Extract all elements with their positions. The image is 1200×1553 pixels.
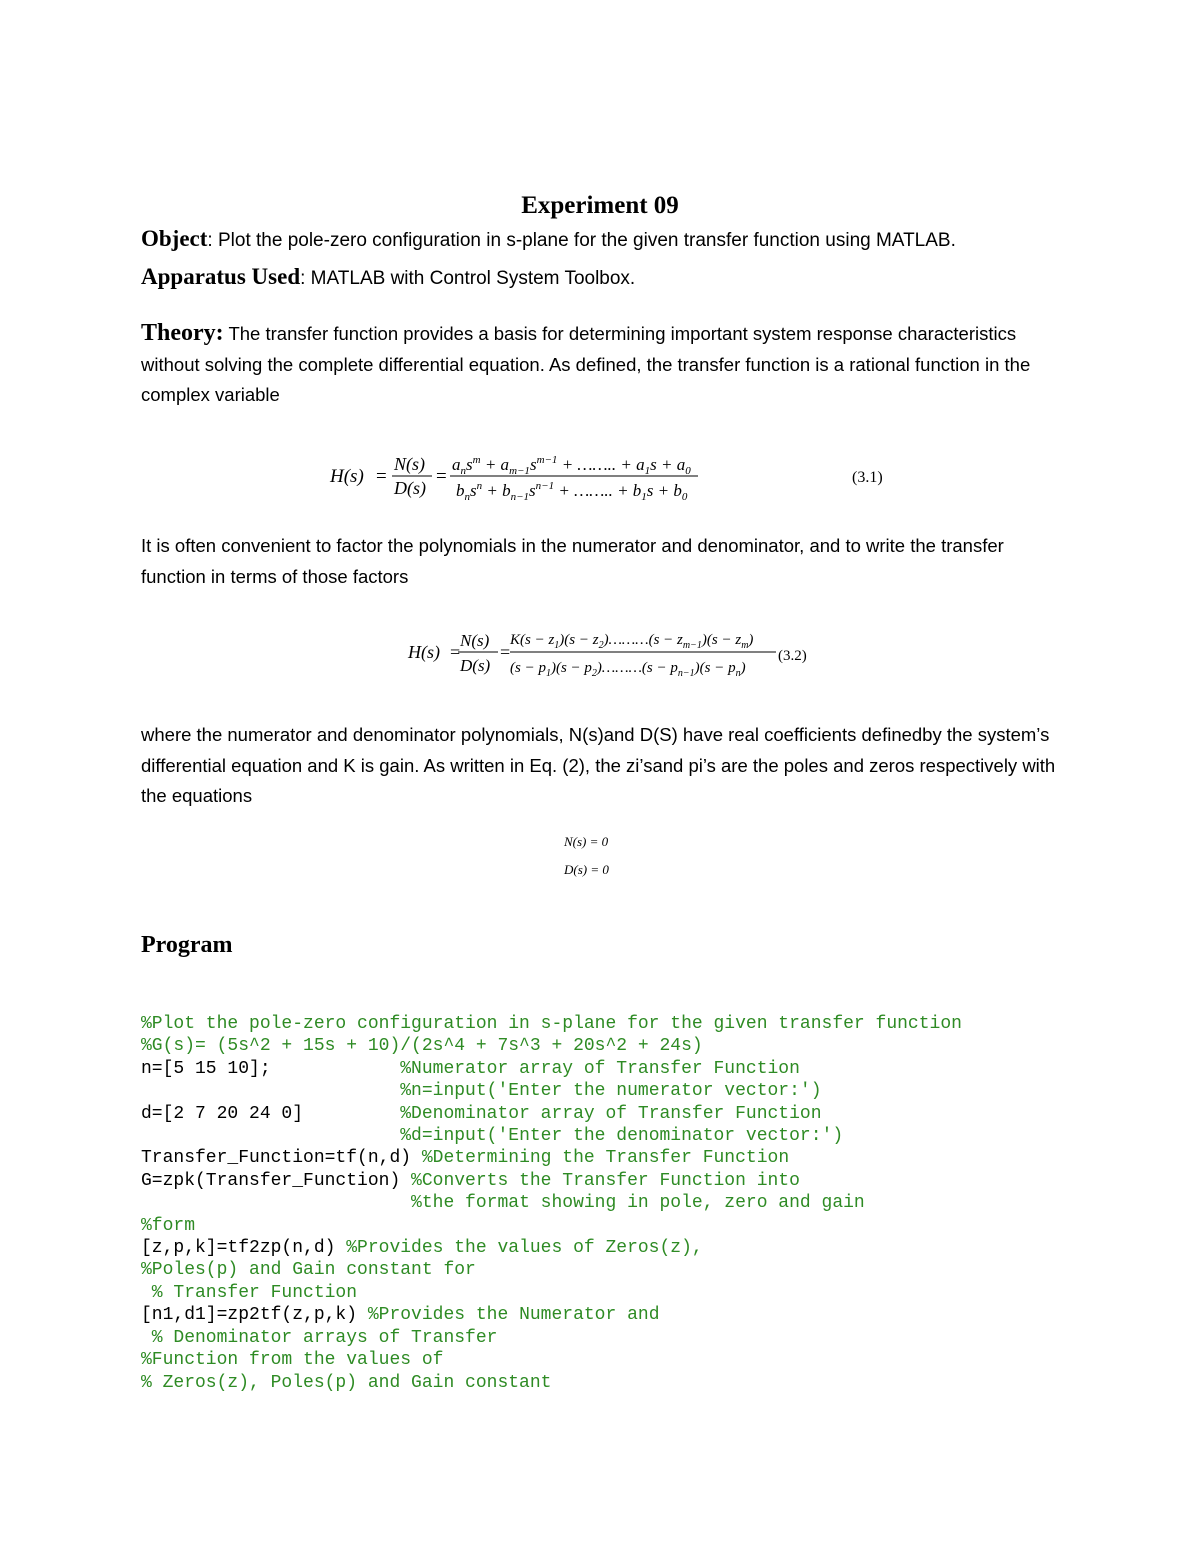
theory-label: Theory:	[141, 320, 224, 346]
code-comment: %Denominator array of Transfer Function	[400, 1103, 822, 1124]
code-statement	[141, 1126, 400, 1146]
object-text: : Plot the pole-zero configuration in s-plane for the given transfer function using MATLAB.	[207, 230, 956, 251]
factoring-paragraph: It is often convenient to factor the polynomials in the numerator and denominator, and to write the transfer function in terms of those factors	[141, 535, 1004, 587]
svg-text:=: =	[450, 642, 461, 662]
object-line	[141, 226, 956, 252]
code-line	[141, 1103, 962, 1125]
eq1-den: D(s)	[394, 478, 426, 498]
code-line	[141, 1372, 962, 1394]
code-comment: %n=input('Enter the numerator vector:')	[400, 1081, 822, 1102]
eq1-lhs: H(s)	[330, 466, 364, 487]
code-comment: %the format showing in pole, zero and gain	[411, 1193, 865, 1214]
equation-roots-graphic	[562, 832, 662, 882]
eq2-lhs: H(s)	[408, 642, 440, 662]
code-line	[141, 1215, 962, 1237]
equation-roots	[562, 832, 662, 887]
matlab-code-block	[141, 1013, 962, 1394]
eq2-number: (3.2)	[778, 648, 807, 664]
eq1-num: N(s)	[394, 454, 425, 474]
code-line	[141, 1013, 962, 1035]
code-comment: %Poles(p) and Gain constant for	[141, 1260, 476, 1281]
code-comment: %Plot the pole-zero configuration in s-plane for the given transfer function	[141, 1014, 962, 1034]
code-statement: n=[5 15 10];	[141, 1058, 401, 1079]
eq3-line1: N(s) = 0	[564, 834, 609, 849]
svg-text:=: =	[376, 466, 387, 487]
code-line	[141, 1035, 962, 1057]
code-line	[141, 1170, 962, 1192]
code-comment: % Transfer Function	[141, 1282, 358, 1303]
equation-3-2	[406, 626, 826, 691]
code-comment: %Converts the Transfer Function into	[411, 1170, 800, 1191]
apparatus-line	[141, 264, 635, 290]
code-comment: %Determining the Transfer Function	[421, 1148, 790, 1169]
code-comment: % Denominator arrays of Transfer	[141, 1327, 498, 1348]
equation-3-2-graphic	[406, 626, 826, 686]
code-comment: %G(s)= (5s^2 + 15s + 10)/(2s^4 + 7s^3 + 20s^2 + 24s)	[141, 1036, 703, 1057]
code-comment: %Numerator array of Transfer Function	[400, 1058, 800, 1079]
object-label: Object	[141, 226, 208, 251]
code-line	[141, 1282, 962, 1304]
code-comment: %Provides the Numerator and	[367, 1305, 660, 1326]
code-comment: %form	[141, 1215, 196, 1236]
page-title: Experiment 09	[521, 192, 679, 219]
code-statement	[141, 1193, 411, 1213]
code-line	[141, 1327, 962, 1349]
code-line	[141, 1080, 962, 1102]
theory-paragraph	[141, 318, 1061, 411]
svg-text:ansm + am−1sm−1 + …….. + a1s +: $a_ns^m + a_{m-1}s^{m-1}$ + …….. + $a_1s + a_0$	[452, 454, 691, 477]
code-line	[141, 1349, 962, 1371]
svg-text:(s − p1)(s − p2)………(s − pn−1)(: $(s - p_1)(s$ − $p_2)\dots\dots\dots(s - p_{n-1})(s - p_n)$	[510, 660, 746, 679]
equation-3-1	[328, 448, 908, 513]
svg-text:K(s − z1)(s − z2)………(s − zm−1): $K(s - z_1)(s$ − $z_2)\dots\dots\dots(s - z_{m-1})(s - z_m)$	[510, 632, 754, 651]
program-heading: Program	[141, 932, 233, 958]
code-line	[141, 1058, 962, 1080]
code-line	[141, 1147, 962, 1169]
code-line	[141, 1192, 962, 1214]
code-comment: %d=input('Enter the denominator vector:')	[400, 1126, 844, 1147]
code-statement: G=zpk(Transfer_Function)	[141, 1170, 412, 1191]
svg-text:=: =	[436, 466, 447, 487]
eq2-num: N(s)	[460, 631, 490, 650]
code-statement: [n1,d1]=zp2tf(z,p,k)	[141, 1305, 368, 1326]
code-statement	[141, 1081, 400, 1101]
code-line	[141, 1237, 962, 1259]
code-line	[141, 1125, 962, 1147]
code-statement: [z,p,k]=tf2zp(n,d)	[141, 1238, 347, 1259]
code-statement: d=[2 7 20 24 0]	[141, 1103, 401, 1124]
code-comment: %Function from the values of	[141, 1350, 444, 1371]
code-comment: %Provides the values of Zeros(z),	[346, 1238, 703, 1259]
apparatus-text: : MATLAB with Control System Toolbox.	[300, 268, 636, 289]
coefficients-paragraph: where the numerator and denominator polynomials, N(s)and D(S) have real coefficients definedby the system’s differential equation and K is gain. As written in Eq. (2), the zi’sand pi’s are the poles and zeros respectively with the equations	[141, 724, 1056, 806]
code-line	[141, 1304, 962, 1326]
theory-text: The transfer function provides a basis for determining important system response characteristics without solving the complete differential equation. As defined, the transfer function is a rational function in the complex variable	[141, 323, 1031, 405]
code-statement: Transfer_Function=tf(n,d)	[141, 1148, 422, 1169]
eq1-number: (3.1)	[852, 469, 883, 486]
code-comment: % Zeros(z), Poles(p) and Gain constant	[141, 1372, 552, 1393]
equation-3-1-graphic	[328, 448, 908, 508]
svg-text:bnsn + bn−1sn−1 + …….. + b1s +: $b_ns^n + b_{n-1}s^{n-1}$ + …….. + $b_1s + b_0$	[456, 480, 688, 503]
svg-text:=: =	[500, 642, 511, 662]
eq3-line2: D(s) = 0	[564, 862, 609, 877]
eq2-den: D(s)	[460, 656, 491, 675]
code-line	[141, 1259, 962, 1281]
apparatus-label: Apparatus Used	[141, 264, 301, 289]
